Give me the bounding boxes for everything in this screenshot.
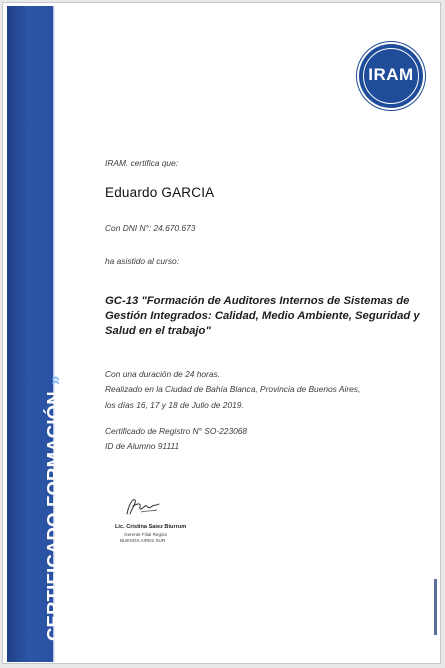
course-title: [105, 294, 427, 339]
place-text: Realizado en la Ciudad de Bahía Blanca, Provincia de Buenos Aires,: [105, 384, 361, 394]
chevron-right-icon: »: [45, 375, 64, 386]
band-label-text: CERTIFICADO FORMACIÓN: [43, 391, 64, 641]
dni-text: Con DNI N°: 24.670.673: [105, 223, 196, 233]
signer-role: Gerente Filial Región: [124, 532, 168, 537]
signature-image: [121, 494, 165, 520]
recipient-name: Eduardo GARCIA: [105, 185, 215, 200]
iram-logo: [359, 44, 423, 108]
logo-text: IRAM: [368, 65, 414, 84]
duration-text: Con una duración de 24 horas.: [105, 369, 221, 379]
band-label: [43, 376, 65, 641]
scan-mark: [434, 579, 437, 635]
dates-text: los días 16, 17 y 18 de Julio de 2019.: [105, 400, 244, 410]
registry-text: Certificado de Registro N° SO-223068: [105, 426, 248, 436]
student-id-text: ID de Alumno 91111: [105, 441, 180, 451]
course-line: Salud en el trabajo": [105, 325, 211, 337]
signer-region: BUENOS AIRES SUR: [120, 538, 166, 543]
signer-name: Lic. Cristina Saiez Biurrum: [115, 524, 187, 530]
course-line: Gestión Integrados: Calidad, Medio Ambiente, Seguridad y: [105, 310, 420, 322]
certificate-page: [2, 2, 441, 664]
intro-text: IRAM. certifica que:: [105, 158, 179, 168]
attended-text: ha asistido al curso:: [105, 256, 180, 266]
course-line: GC-13 "Formación de Auditores Internos de Sistemas de: [105, 295, 410, 307]
